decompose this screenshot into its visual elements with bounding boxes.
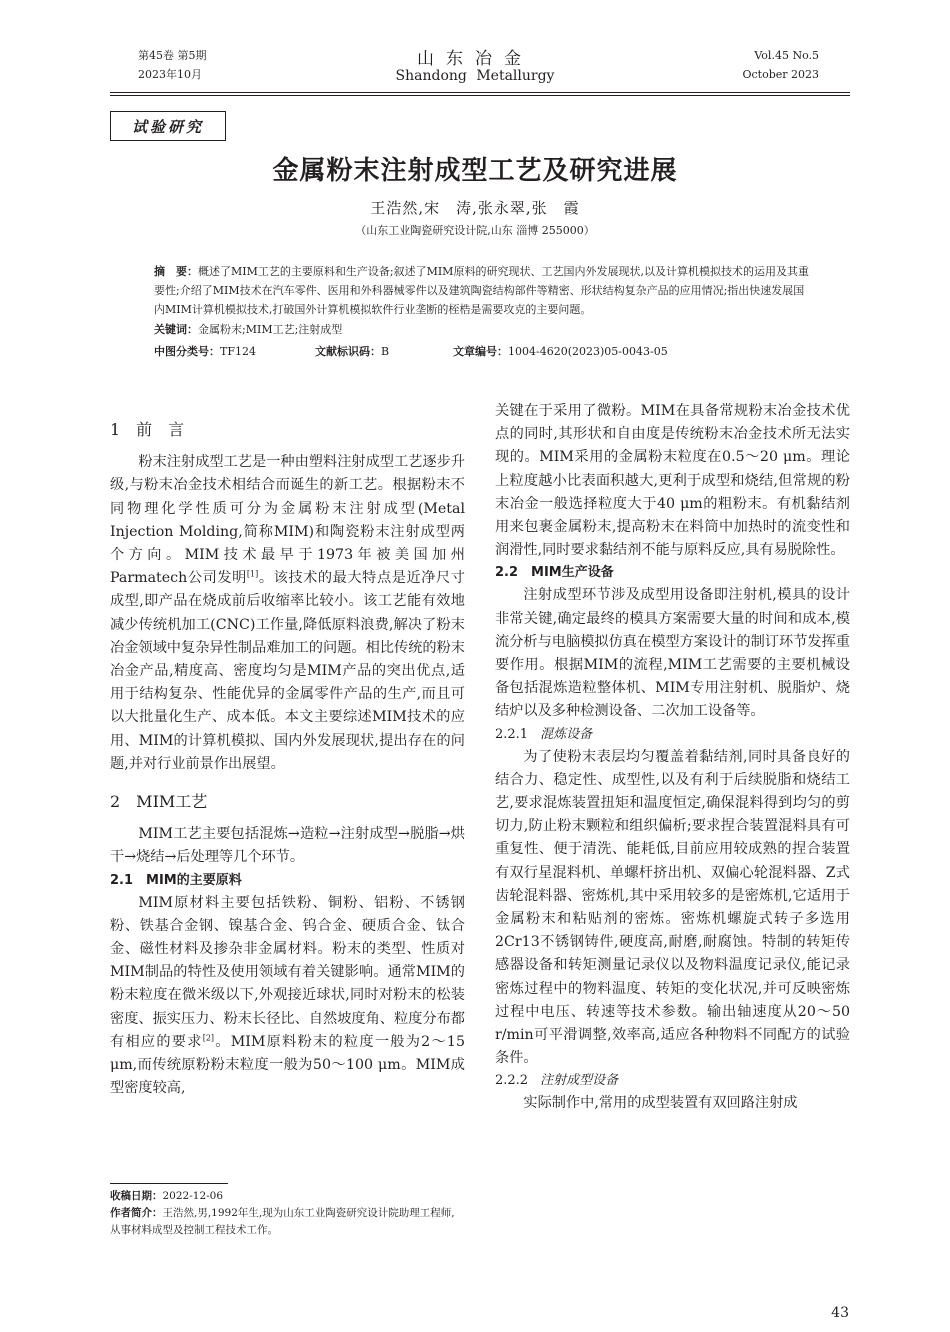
header-volume: 第45卷 第5期 — [138, 49, 207, 62]
paper-title: 金属粉末注射成型工艺及研究进展 — [272, 156, 678, 186]
right-column — [495, 400, 850, 1116]
header-volume-en: Vol.45 No.5 — [754, 49, 819, 62]
keywords-label: 关键词： — [154, 323, 198, 336]
keywords — [154, 320, 814, 339]
affiliation: （山东工业陶瓷研究设计院,山东 淄博 255000） — [355, 224, 595, 237]
received-date: 收稿日期：2022-12-06 — [110, 1190, 224, 1202]
section-1-heading: 1 前 言 — [110, 420, 185, 439]
column-badge: 试验研究 — [110, 111, 226, 141]
abstract-label: 摘 要： — [154, 265, 198, 278]
footnote-rule — [110, 1183, 228, 1184]
section-2-2-paragraph: 注射成型环节涉及成型用设备即注射机,模具的设计非常关键,确定最终的模具方案需要大量的时间和成本,模流分析与电脑模拟仿真在模型方案设计的制订环节发挥重要作用。根据MIM的流程,MIM工艺需要的主要机械设备包括混炼造粒整体机、MIM专用注射机、脱脂炉、烧结炉以及多种检测设备、二次加工设备等。 — [495, 587, 850, 720]
section-1-paragraph: 粉末注射成型工艺是一种由塑料注射成型工艺逐步升级,与粉末冶金技术相结合而诞生的新工艺。根据粉末不同物理化学性质可分为金属粉末注射成型(Metal Injection Molding,简称MIM)和陶瓷粉末注射成型两个方向。MIM技术最早于1973年被美国加州Parmatech公司发明[1]。该技术的最大特点是近净尺寸成型,即产品在烧成前后收缩率比较小。该工艺能有效地减少传统机加工(CNC)工作量,降低原料浪费,解决了粉末冶金领域中复杂异性制品难加工的问题。相比传统的粉末冶金产品,精度高、密度均匀是MIM产品的突出优点,适用于结构复杂、性能优异的金属零件产品的生产,而且可以大批量化生产、成本低。本文主要综述MIM技术的应用、MIM的计算机模拟、国内外发展现状,提出存在的问题,并对行业前景作出展望。 — [110, 454, 465, 772]
section-2-1-heading: 2.1 MIM的主要原料 — [110, 872, 242, 888]
header-date-en: October 2023 — [742, 68, 819, 81]
author-list: 王浩然,宋 涛,张永翠,张 霞 — [370, 199, 580, 217]
abstract-text: 概述了MIM工艺的主要原料和生产设备;叙述了MIM原料的研究现状、工艺国内外发展现状,以及计算机模拟技术的运用及其重要性;介绍了MIM技术在汽车零件、医用和外科器械零件以及建筑陶瓷结构部件等精密、形状结构复杂产品的应用情况;指出快速发展国内MIM计算机模拟技术,打破国外计算机模拟软件行业垄断的桎梏是需要攻克的主要问题。 — [154, 265, 809, 316]
doc-code-label: 文献标识码： — [315, 345, 381, 358]
clc-label: 中图分类号： — [154, 345, 220, 358]
abstract — [154, 262, 814, 319]
continued-paragraph: 关键在于采用了微粉。MIM在具备常规粉末冶金技术优点的同时,其形状和自由度是传统粉末冶金技术所无法实现的。MIM采用的金属粉末粒度在0.5～20 μm。理论上粒度越小比表面积越大,更利于成型和烧结,但常规的粉末冶金一般选择粒度大于40 μm的粗粉末。有机黏结剂用来包裹金属粉末,提高粉末在料筒中加热时的流变性和润滑性,同时要求黏结剂不能与原料反应,具有易脱除性。 — [495, 403, 850, 559]
citation-2: [2] — [202, 1033, 215, 1043]
doc-code-value: B — [381, 345, 390, 358]
section-2-paragraph: MIM工艺主要包括混炼→造粒→注射成型→脱脂→烘干→烧结→后处理等几个环节。 — [110, 826, 465, 866]
left-column — [110, 406, 465, 1100]
section-2-2-2-heading: 2.2.2 注射成型设备 — [495, 1073, 619, 1089]
journal-name-cn: 山东冶金 — [417, 49, 533, 69]
page-number: 43 — [831, 1305, 849, 1321]
header-rule-bottom — [110, 95, 850, 96]
section-2-2-heading: 2.2 MIM生产设备 — [495, 565, 614, 581]
section-2-heading: 2 MIM工艺 — [110, 792, 208, 812]
section-2-2-2-paragraph: 实际制作中,常用的成型装置有双回路注射成 — [523, 1095, 798, 1112]
article-no-value: 1004-4620(2023)05-0043-05 — [508, 345, 668, 358]
header-rule-top — [110, 92, 850, 93]
classification-line — [154, 342, 814, 361]
citation-1: [1] — [246, 569, 259, 579]
article-no-label: 文章编号： — [453, 345, 508, 358]
section-2-2-1-heading: 2.2.1 混炼设备 — [495, 726, 593, 742]
clc-value: TF124 — [220, 345, 256, 358]
journal-name-en: Shandong Metallurgy — [395, 68, 555, 84]
author-bio: 作者简介：王浩然,男,1992年生,现为山东工业陶瓷研究设计院助理工程师,从事材料成型及控制工程技术工作。 — [110, 1207, 455, 1236]
section-2-1-paragraph: MIM原材料主要包括铁粉、铜粉、铝粉、不锈钢粉、铁基合金钢、镍基合金、钨合金、硬质合金、钛合金、磁性材料及掺杂非金属材料。粉末的类型、性质对MIM制品的特性及使用领域有着关键影响。通常MIM的粉末粒度在微米级以下,外观接近球状,同时对粉末的松装密度、振实压力、粉末长径比、自然坡度角、粒度分布都有相应的要求[2]。MIM原料粉末的粒度一般为2～15 μm,而传统原粉粉末粒度一般为50～100 μm。MIM成型密度较高, — [110, 894, 465, 1097]
header-date: 2023年10月 — [138, 68, 202, 81]
section-2-2-1-paragraph: 为了使粉末表层均匀覆盖着黏结剂,同时具备良好的结合力、稳定性、成型性,以及有利于后续脱脂和烧结工艺,要求混炼装置扭矩和温度恒定,确保混料得到均匀的剪切力,防止粉末颗粒和组织偏析;要求捏合装置混料具有可重复性、便于清洗、能耗低,目前应用较成熟的捏合装置有双行星混料机、单螺杆挤出机、双偏心轮混料器、Z式齿轮混料器、密炼机,其中采用较多的是密炼机,它适用于金属粉末和粘贴剂的密炼。密炼机螺旋式转子多选用2Cr13不锈钢铸件,硬度高,耐磨,耐腐蚀。特制的转矩传感器设备和转矩测量记录仪以及物料温度记录仪,能记录密炼过程中的物料温度、转矩的变化状况,并可反映密炼过程中电压、转速等技术参数。输出轴速度从20～50 r/min可平滑调整,效率高,适应各种物料不同配方的试验条件。 — [495, 748, 850, 1067]
keywords-text: 金属粉末;MIM工艺;注射成型 — [198, 323, 343, 336]
